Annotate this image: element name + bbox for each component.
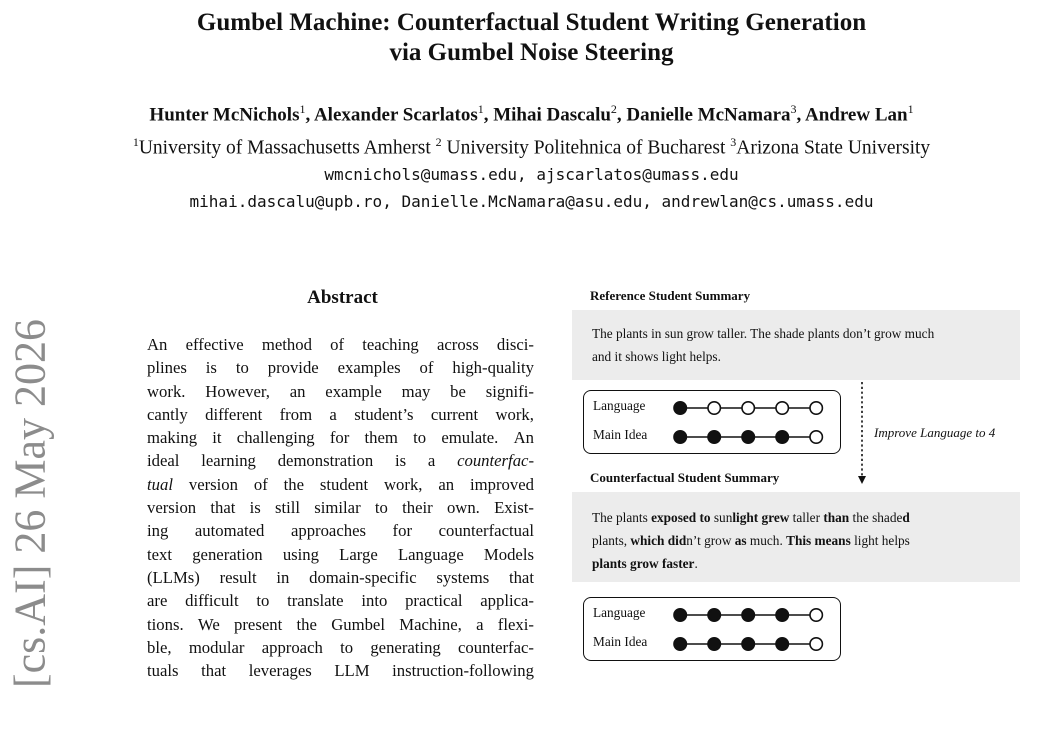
score-dot-filled: [674, 431, 686, 443]
abstract-line: making it challenging for them to emulate. An: [147, 428, 534, 448]
author-affil-marker: 3: [790, 102, 797, 116]
score-scale: [672, 428, 832, 446]
abstract-line: cantly different from a student’s current work,: [147, 404, 534, 424]
author-affil-marker: 1: [299, 102, 306, 116]
score-dot-empty: [810, 431, 822, 443]
reference-score-panel: [583, 390, 841, 454]
abstract-line: text generation using Large Language Models: [147, 544, 534, 564]
abstract-line: work. However, an example may be signifi-: [147, 381, 534, 401]
affil-marker: 1: [132, 135, 139, 149]
score-dot-filled: [776, 638, 788, 650]
score-dot-empty: [708, 402, 720, 414]
abstract-line: An effective method of teaching across disci-: [147, 335, 534, 354]
counterfactual-summary-box: [572, 492, 1020, 582]
score-dot-filled: [674, 609, 686, 621]
affiliation-name: University Politehnica of Bucharest: [441, 137, 731, 159]
score-dot-empty: [776, 402, 788, 414]
abstract-line: tions. We present the Gumbel Machine, a flexi-: [147, 614, 534, 634]
score-dot-filled: [742, 431, 754, 443]
abstract-line: tuals that leverages LLM instruction-following: [147, 661, 534, 681]
reference-summary-line: The plants in sun grow taller. The shade plants don’t grow much: [592, 326, 935, 341]
score-dot-filled: [742, 638, 754, 650]
abstract-line: ble, modular approach to generating counterfac-: [147, 637, 534, 657]
counterfactual-summary-line: plants grow faster.: [592, 556, 698, 571]
score-attribute-label: Language: [593, 398, 646, 413]
arxiv-side-stamp: [cs.AI] 26 May 2026: [5, 318, 55, 689]
score-dot-filled: [708, 609, 720, 621]
affiliation-list: [0, 135, 1063, 160]
counterfactual-score-panel: [583, 597, 841, 661]
score-dot-filled: [708, 431, 720, 443]
score-dot-empty: [810, 402, 822, 414]
improvement-arrow: [850, 380, 874, 488]
affiliation-name: Arizona State University: [736, 137, 931, 159]
abstract-line: (LLMs) result in domain-specific systems that: [147, 567, 534, 587]
score-dot-filled: [776, 431, 788, 443]
reference-summary-label: Reference Student Summary: [590, 288, 751, 303]
score-scale: [672, 635, 832, 653]
score-dot-empty: [810, 638, 822, 650]
affil-marker: 3: [730, 135, 737, 149]
paper-title-line-1: Gumbel Machine: Counterfactual Student Writing Generation: [196, 9, 867, 36]
score-dot-empty: [742, 402, 754, 414]
paper-title-line-2: via Gumbel Noise Steering: [389, 39, 674, 66]
author-affil-marker: 2: [610, 102, 617, 116]
abstract-line: ing automated approaches for counterfactual: [147, 521, 534, 541]
abstract-line: ideal learning demonstration is a counterfac-: [147, 451, 534, 471]
email-line-1: wmcnichols@umass.edu, ajscarlatos@umass.edu: [324, 165, 739, 184]
email-line-2: mihai.dascalu@upb.ro, Danielle.McNamara@asu.edu, andrewlan@cs.umass.edu: [189, 192, 874, 211]
abstract-heading: Abstract: [307, 287, 378, 308]
counterfactual-summary-line: plants, which didn’t grow as much. This means light helps: [592, 533, 910, 548]
counterfactual-summary-line: The plants exposed to sunlight grew taller than the shaded: [592, 510, 910, 525]
abstract-body: [147, 333, 534, 682]
counterfactual-summary-label: Counterfactual Student Summary: [590, 470, 780, 485]
score-dot-empty: [810, 609, 822, 621]
author-list: Hunter McNichols$^1$, Alexander Scarlatos$^1$, Mihai Dascalu$^2$, Danielle McNamara$^3$, Andrew Lan$^1$: [149, 102, 914, 126]
reference-summary-box: [572, 310, 1020, 380]
score-dot-filled: [674, 402, 686, 414]
score-dot-filled: [674, 638, 686, 650]
score-dot-filled: [776, 609, 788, 621]
abstract-line: plines is to provide examples of high-quality: [147, 358, 534, 378]
author-affil-marker: 1: [907, 102, 914, 116]
score-dot-filled: [708, 638, 720, 650]
abstract-line: tual version of the student work, an improved: [147, 474, 534, 494]
author-name: Alexander Scarlatos: [313, 104, 478, 126]
improve-language-label: Improve Language to 4: [874, 425, 996, 440]
author-affil-marker: 1: [477, 102, 484, 116]
abstract-line: version that is still similar to their own. Exist-: [147, 498, 534, 518]
score-scale: [672, 399, 832, 417]
author-name: Mihai Dascalu: [493, 104, 611, 126]
author-name: Danielle McNamara: [626, 104, 791, 126]
reference-summary-line: and it shows light helps.: [592, 349, 721, 364]
author-name: Andrew Lan: [804, 104, 908, 126]
abstract-line: are difficult to translate into practical applica-: [147, 591, 534, 611]
score-attribute-label: Main Idea: [593, 634, 648, 649]
score-dot-filled: [742, 609, 754, 621]
affiliation-name: University of Massachusetts Amherst: [138, 137, 436, 159]
score-scale: [672, 606, 832, 624]
author-name: Hunter McNichols: [149, 104, 300, 126]
score-attribute-label: Main Idea: [593, 427, 648, 442]
score-attribute-label: Language: [593, 605, 646, 620]
affil-marker: 2: [435, 135, 442, 149]
